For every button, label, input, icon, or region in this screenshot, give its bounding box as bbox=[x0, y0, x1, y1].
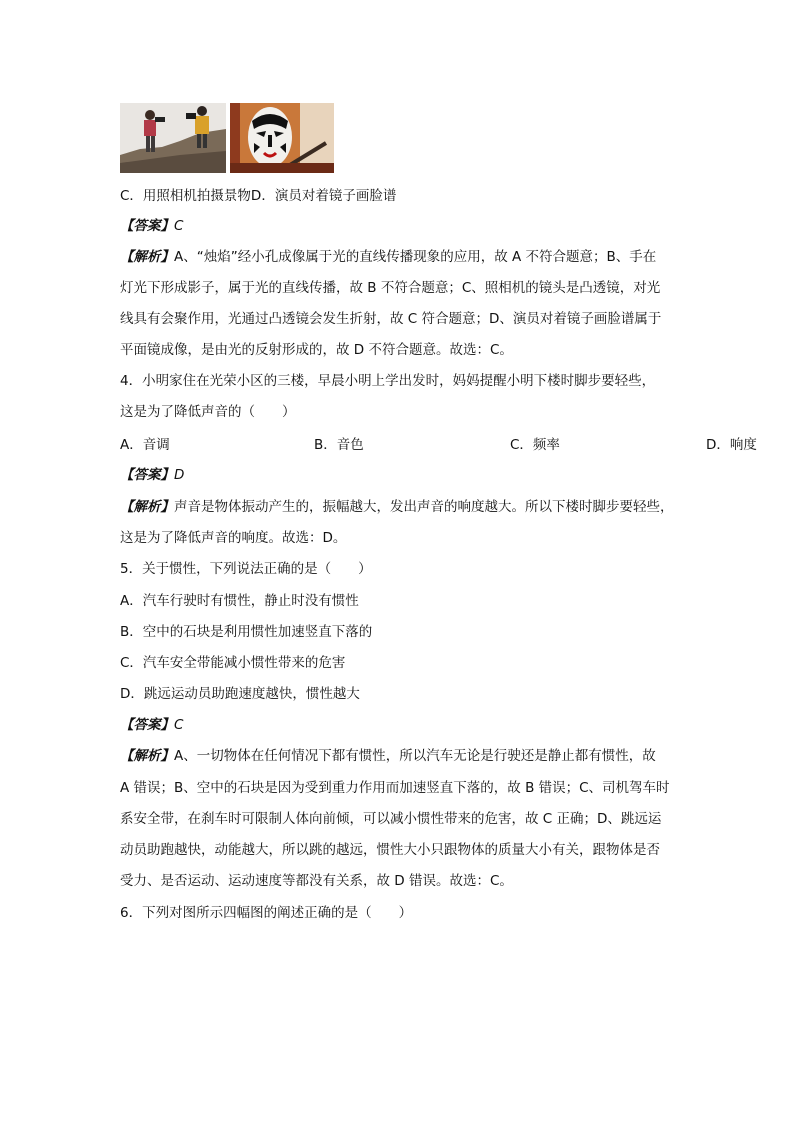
answer-value: D bbox=[174, 467, 185, 483]
q5-answer bbox=[120, 715, 183, 735]
analysis-tag: 【解析】 bbox=[120, 748, 174, 764]
q4-analysis-line-1 bbox=[120, 497, 674, 517]
q4-options bbox=[120, 435, 760, 455]
q3-analysis-line-1 bbox=[120, 247, 656, 267]
q4-stem-line-1: 4．小明家住在光荣小区的三楼，早晨小明上学出发时，妈妈提醒小明下楼时脚步要轻些， bbox=[120, 373, 656, 389]
opera-face-mask-picture bbox=[230, 103, 334, 173]
q5-analysis-line-5: 受力、是否运动、运动速度等都没有关系，故 D 错误。故选：C。 bbox=[120, 873, 513, 889]
q4-option-a: A．音调 bbox=[120, 437, 170, 453]
answer-tag: 【答案】 bbox=[120, 717, 174, 733]
q3-analysis-line-4: 平面镜成像，是由光的反射形成的，故 D 不符合题意。故选：C。 bbox=[120, 342, 513, 358]
q4-answer bbox=[120, 465, 184, 485]
analysis-text: A、“烛焰”经小孔成像属于光的直线传播现象的应用，故 A 不符合题意；B、手在 bbox=[174, 249, 657, 265]
q4-option-b: B．音色 bbox=[314, 437, 364, 453]
photographers-on-hill-picture bbox=[120, 103, 226, 173]
q5-option-d: D．跳远运动员助跑速度越快，惯性越大 bbox=[120, 686, 360, 702]
q5-analysis-line-4: 动员助跑越快，动能越大，所以跳的越远，惯性大小只跟物体的质量大小有关，跟物体是否 bbox=[120, 842, 660, 858]
q5-option-b: B．空中的石块是利用惯性加速竖直下落的 bbox=[120, 624, 373, 640]
analysis-tag: 【解析】 bbox=[120, 499, 174, 515]
q3-analysis-line-3: 线具有会聚作用，光通过凸透镜会发生折射，故 C 符合题意；D、演员对着镜子画脸谱属于 bbox=[120, 311, 662, 327]
q5-analysis-line-2: A 错误；B、空中的石块是因为受到重力作用而加速竖直下落的，故 B 错误；C、司机驾车时 bbox=[120, 780, 670, 796]
analysis-text: 声音是物体振动产生的，振幅越大，发出声音的响度越大。所以下楼时脚步要轻些， bbox=[174, 499, 674, 515]
q5-analysis-line-3: 系安全带，在刹车时可限制人体向前倾，可以减小惯性带来的危害，故 C 正确；D、跳远运 bbox=[120, 811, 662, 827]
answer-value: C bbox=[174, 218, 184, 234]
q5-option-a: A．汽车行驶时有惯性，静止时没有惯性 bbox=[120, 593, 359, 609]
q5-stem: 5．关于惯性，下列说法正确的是（ ） bbox=[120, 561, 372, 577]
q4-option-c: C．频率 bbox=[510, 437, 560, 453]
analysis-text: A、一切物体在任何情况下都有惯性，所以汽车无论是行驶还是静止都有惯性，故 bbox=[174, 748, 656, 764]
q5-analysis-line-1 bbox=[120, 746, 656, 766]
q5-option-c: C．汽车安全带能减小惯性带来的危害 bbox=[120, 655, 346, 671]
q4-option-d: D．响度 bbox=[706, 437, 757, 453]
q4-analysis-line-2: 这是为了降低声音的响度。故选：D。 bbox=[120, 530, 347, 546]
analysis-tag: 【解析】 bbox=[120, 249, 174, 265]
answer-value: C bbox=[174, 717, 184, 733]
image-captions: C．用照相机拍摄景物D．演员对着镜子画脸谱 bbox=[120, 188, 397, 204]
q6-stem: 6．下列对图所示四幅图的阐述正确的是（ ） bbox=[120, 905, 413, 921]
answer-tag: 【答案】 bbox=[120, 218, 174, 234]
q3-analysis-line-2: 灯光下形成影子，属于光的直线传播，故 B 不符合题意；C、照相机的镜头是凸透镜，对光 bbox=[120, 280, 661, 296]
q4-stem-line-2: 这是为了降低声音的（ ） bbox=[120, 404, 296, 420]
answer-tag: 【答案】 bbox=[120, 467, 174, 483]
q3-answer bbox=[120, 216, 183, 236]
